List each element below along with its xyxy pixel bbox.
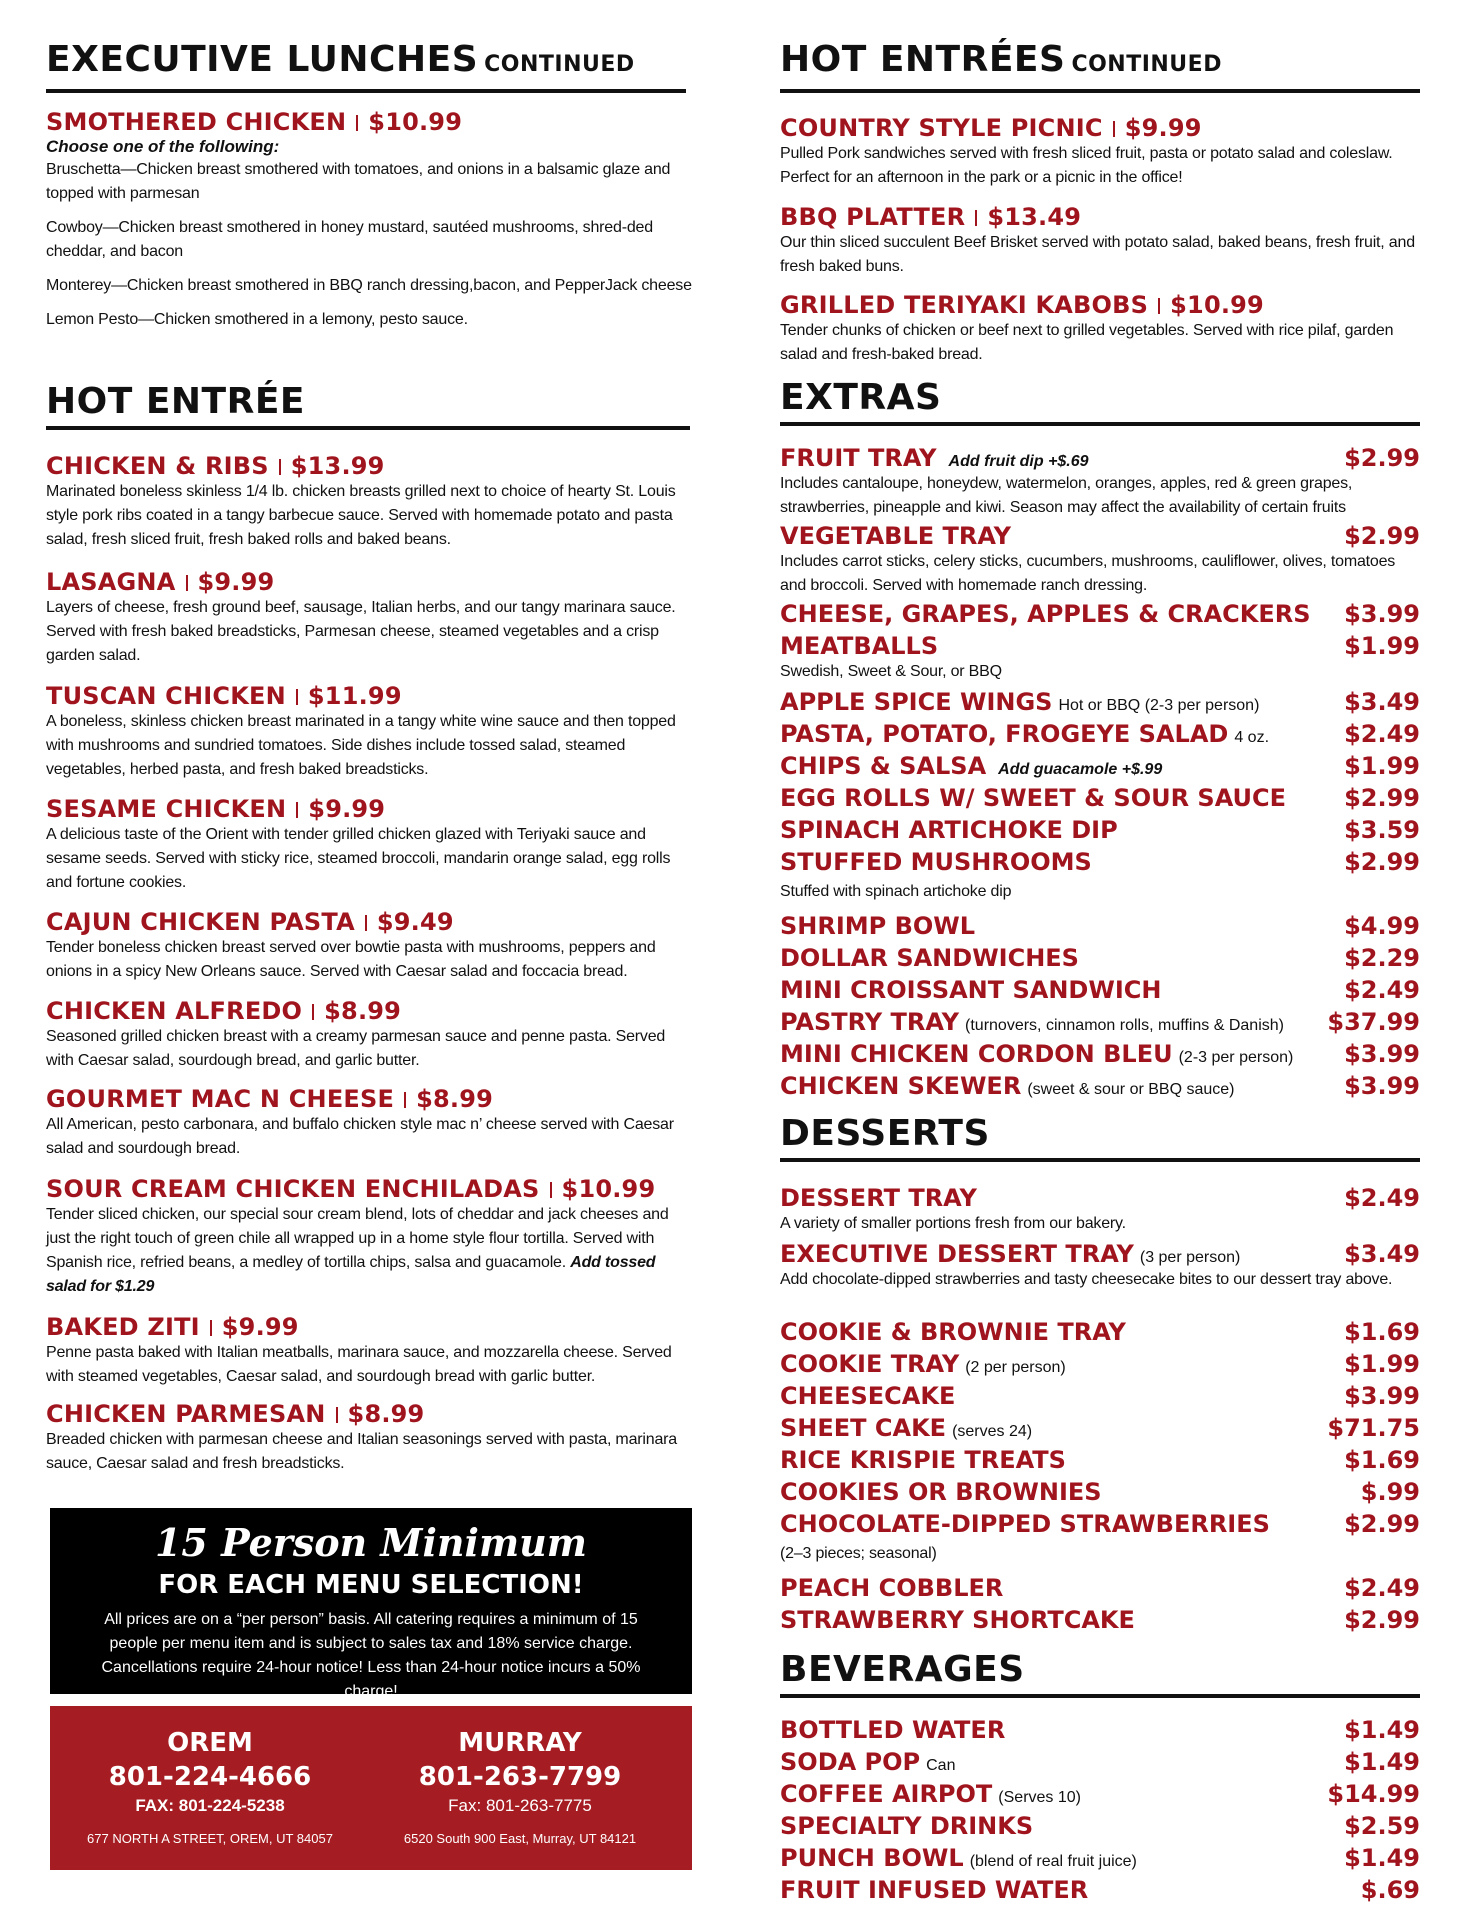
extra-row: [780, 600, 1420, 628]
beverage-row: [780, 1748, 1420, 1776]
section-rule: [780, 89, 1420, 93]
section-heading: EXTRAS: [780, 377, 942, 418]
item-desc: Seasoned grilled chicken breast with a creamy parmesan sauce and penne pasta. Served with Caesar salad, sourdough bread, and garlic butter.: [46, 1028, 666, 1069]
item-price: $13.99: [290, 452, 385, 480]
beverage-row: [780, 1876, 1420, 1904]
item-name: PEACH COBBLER: [780, 1574, 1004, 1602]
section-rule: [46, 89, 686, 93]
item-price: $2.99: [1344, 522, 1420, 550]
item-name: PUNCH BOWL: [780, 1844, 964, 1872]
minimum-subtitle: FOR EACH MENU SELECTION!: [158, 1570, 584, 1600]
item-price: $3.99: [1344, 600, 1420, 628]
item-addon: Add guacamole +$.99: [998, 761, 1163, 778]
item-name: SPECIALTY DRINKS: [780, 1812, 1034, 1840]
item-price: $9.49: [376, 908, 454, 936]
item-name: CHOCOLATE-DIPPED STRAWBERRIES: [780, 1510, 1270, 1538]
item-desc: Swedish, Sweet & Sour, or BBQ: [780, 663, 1002, 680]
extra-row: [780, 784, 1420, 812]
item-price: $71.75: [1327, 1414, 1420, 1442]
item-price: $3.59: [1344, 816, 1420, 844]
item-desc: Layers of cheese, fresh ground beef, sausage, Italian herbs, and our tangy marinara sauce. Served with fresh baked breadsticks, Parmesan cheese, steamed vegetables and a crisp garden salad.: [46, 599, 676, 664]
choose-label: Choose one of the following:: [46, 137, 280, 156]
extra-row: [780, 976, 1420, 1004]
extra-row: [780, 522, 1420, 598]
item-desc: A delicious taste of the Orient with tender grilled chicken glazed with Teriyaki sauce and sesame seeds. Served with sticky rice, steamed broccoli, mandarin orange salad, egg rolls and fortune cookies.: [46, 826, 671, 891]
exec-lunches-header: [46, 40, 692, 93]
extra-row: [780, 444, 1420, 520]
item-desc: Add chocolate-dipped strawberries and tasty cheesecake bites to our dessert tray above.: [780, 1271, 1393, 1288]
dessert-row: [780, 1350, 1420, 1378]
item-name: TUSCAN CHICKEN: [46, 682, 286, 710]
item-name: STRAWBERRY SHORTCAKE: [780, 1606, 1135, 1634]
option-bruschetta: Bruschetta—Chicken breast smothered with tomatoes, and onions in a balsamic glaze and topped with parmesan: [46, 161, 671, 202]
item-note: (sweet & sour or BBQ sauce): [1027, 1081, 1235, 1098]
section-heading: EXECUTIVE LUNCHES: [46, 39, 479, 80]
item-price: $11.99: [307, 682, 402, 710]
item-desc: A variety of smaller portions fresh from our bakery.: [780, 1215, 1126, 1232]
entree-7: [46, 1175, 692, 1299]
item-name: CHICKEN & RIBS: [46, 452, 269, 480]
item-name: MINI CHICKEN CORDON BLEU: [780, 1040, 1173, 1068]
section-heading: HOT ENTRÉE: [46, 381, 306, 422]
item-price: $3.49: [1344, 688, 1420, 716]
item-note: (2-3 per person): [1178, 1049, 1294, 1066]
item-price: $3.49: [1344, 1240, 1420, 1268]
item-name: CHICKEN PARMESAN: [46, 1400, 326, 1428]
item-price: $8.99: [347, 1400, 425, 1428]
entree-9: [46, 1400, 692, 1476]
item-price: $2.29: [1344, 944, 1420, 972]
beverages-header: [780, 1650, 1420, 1698]
item-price: $1.99: [1344, 752, 1420, 780]
item-name: RICE KRISPIE TREATS: [780, 1446, 1066, 1474]
item-price: $1.69: [1344, 1318, 1420, 1346]
item-desc: Our thin sliced succulent Beef Brisket served with potato salad, baked beans, fresh fruit, and fresh baked buns.: [780, 234, 1415, 275]
item-name: SPINACH ARTICHOKE DIP: [780, 816, 1118, 844]
item-name: STUFFED MUSHROOMS: [780, 848, 1092, 876]
item-name: CHIPS & SALSA: [780, 752, 987, 780]
continued-label: CONTINUED: [484, 52, 635, 77]
item-price: $.99: [1360, 1478, 1420, 1506]
location-phone[interactable]: 801-224-4666: [108, 1762, 312, 1792]
item-price: $9.99: [308, 795, 386, 823]
dessert-row: [780, 1414, 1420, 1442]
location-murray: [370, 1726, 670, 1850]
extra-row: [780, 688, 1420, 716]
item-desc: Marinated boneless skinless 1/4 lb. chicken breasts grilled next to choice of hearty St. Louis style pork ribs coated in a tangy barbecue sauce. Served with homemade potato and pasta salad, fresh sliced fruit, fresh baked rolls and baked beans.: [46, 483, 676, 548]
item-name: COOKIE & BROWNIE TRAY: [780, 1318, 1126, 1346]
section-heading: HOT ENTRÉES: [780, 39, 1066, 80]
item-price: $2.49: [1344, 1574, 1420, 1602]
item-price: $2.99: [1344, 848, 1420, 876]
hot-entrees-header: [780, 40, 1420, 93]
dessert-row: [780, 1446, 1420, 1474]
item-price: $1.49: [1344, 1716, 1420, 1744]
item-name: VEGETABLE TRAY: [780, 522, 1011, 550]
item-price: $8.99: [416, 1085, 494, 1113]
entree-2: [46, 682, 692, 782]
location-phone[interactable]: 801-263-7799: [418, 1762, 622, 1792]
item-desc: Includes cantaloupe, honeydew, watermelon, oranges, apples, red & green grapes, strawberries, pineapple and kiwi. Season may affect the availability of certain fruits: [780, 475, 1353, 516]
location-fax: Fax: 801-263-7775: [448, 1796, 592, 1815]
item-name: LASAGNA: [46, 568, 176, 596]
dessert-row: [780, 1478, 1420, 1506]
item-price: $4.99: [1344, 912, 1420, 940]
item-price: $13.49: [987, 203, 1082, 231]
dessert-row: [780, 1240, 1420, 1292]
item-name: CHICKEN SKEWER: [780, 1072, 1022, 1100]
item-name: BAKED ZITI: [46, 1313, 200, 1341]
extra-row: [780, 720, 1420, 748]
dessert-row: [780, 1382, 1420, 1410]
right-entree-0: [780, 114, 1420, 190]
option-lemon-pesto: Lemon Pesto—Chicken smothered in a lemony, pesto sauce.: [46, 311, 468, 328]
extra-row: [780, 848, 1420, 904]
beverage-row: [780, 1844, 1420, 1872]
item-desc: Tender sliced chicken, our special sour cream blend, lots of cheddar and jack cheeses and just the right touch of green chile all wrapped up in a home style flour tortilla. Served with Spanish rice, refried beans, a medley of tortilla chips, salsa and guacamole.: [46, 1206, 669, 1271]
item-price: $14.99: [1327, 1780, 1420, 1808]
location-address: 6520 South 900 East, Murray, UT 84121: [403, 1831, 637, 1846]
item-name: CAJUN CHICKEN PASTA: [46, 908, 355, 936]
item-addon: Add tossed salad for $1.29: [46, 1254, 656, 1295]
item-price: $3.99: [1344, 1040, 1420, 1068]
minimum-notice: [50, 1508, 692, 1700]
section-heading: DESSERTS: [780, 1113, 990, 1154]
smothered-chicken: [46, 108, 692, 332]
item-name: SOUR CREAM CHICKEN ENCHILADAS: [46, 1175, 540, 1203]
location-address: 677 NORTH A STREET, OREM, UT 84057: [87, 1831, 333, 1846]
desserts-header: [780, 1114, 1420, 1162]
item-desc: Includes carrot sticks, celery sticks, cucumbers, mushrooms, cauliflower, olives, tomatoes and broccoli. Served with homemade ranch dressing.: [780, 553, 1396, 594]
item-name: FRUIT INFUSED WATER: [780, 1876, 1089, 1904]
item-note: (Serves 10): [998, 1789, 1081, 1806]
right-entree-1: [780, 203, 1420, 279]
section-heading: BEVERAGES: [780, 1649, 1025, 1690]
item-name: SODA POP: [780, 1748, 921, 1776]
item-price: $2.49: [1344, 720, 1420, 748]
beverage-row: [780, 1716, 1420, 1744]
item-price: $37.99: [1327, 1008, 1420, 1036]
item-desc: Breaded chicken with parmesan cheese and Italian seasonings served with pasta, marinara sauce, Caesar salad and fresh breadsticks.: [46, 1431, 677, 1472]
section-rule: [780, 1694, 1420, 1698]
extra-row: [780, 1072, 1420, 1100]
item-name: PASTRY TRAY: [780, 1008, 960, 1036]
extra-row: [780, 1008, 1420, 1036]
beverage-row: [780, 1812, 1420, 1840]
item-price: $2.99: [1344, 1510, 1420, 1538]
location-city: OREM: [167, 1728, 253, 1758]
dessert-row: [780, 1510, 1420, 1566]
minimum-title: 15 Person Minimum: [154, 1520, 588, 1565]
item-note: Can: [926, 1757, 956, 1774]
item-price: $2.49: [1344, 1184, 1420, 1212]
item-name: CHEESE, GRAPES, APPLES & CRACKERS: [780, 600, 1311, 628]
item-desc: All American, pesto carbonara, and buffalo chicken style mac n’ cheese served with Caesar salad and sourdough bread.: [46, 1116, 674, 1157]
item-price: $2.49: [1344, 976, 1420, 1004]
section-rule: [46, 426, 690, 430]
extra-row: [780, 632, 1420, 684]
item-price: $2.99: [1344, 784, 1420, 812]
continued-label: CONTINUED: [1071, 52, 1222, 77]
item-price: $1.49: [1344, 1748, 1420, 1776]
item-name: COUNTRY STYLE PICNIC: [780, 114, 1103, 142]
item-price: $.69: [1360, 1876, 1420, 1904]
item-price: $2.99: [1344, 444, 1420, 472]
location-orem: [60, 1726, 360, 1850]
entree-3: [46, 795, 692, 895]
item-desc: Stuffed with spinach artichoke dip: [780, 883, 1012, 900]
extra-row: [780, 912, 1420, 940]
item-name: GOURMET MAC N CHEESE: [46, 1085, 395, 1113]
option-cowboy: Cowboy—Chicken breast smothered in honey mustard, sautéed mushrooms, shred-ded cheddar, and bacon: [46, 219, 653, 260]
item-name: EGG ROLLS W/ SWEET & SOUR SAUCE: [780, 784, 1287, 812]
item-name: DESSERT TRAY: [780, 1184, 977, 1212]
item-price: $10.99: [1170, 291, 1264, 319]
location-city: MURRAY: [458, 1728, 582, 1758]
item-price: $2.99: [1344, 1606, 1420, 1634]
item-price: $9.99: [221, 1313, 299, 1341]
dessert-row: [780, 1184, 1420, 1236]
dessert-row: [780, 1606, 1420, 1634]
item-price: $8.99: [324, 997, 402, 1025]
extras-header: [780, 378, 1420, 426]
entree-6: [46, 1085, 692, 1161]
item-name: BOTTLED WATER: [780, 1716, 1006, 1744]
item-name: SHEET CAKE: [780, 1414, 947, 1442]
item-name: APPLE SPICE WINGS: [780, 688, 1053, 716]
item-desc: Pulled Pork sandwiches served with fresh sliced fruit, pasta or potato salad and coleslaw. Perfect for an afternoon in the park or a picnic in the office!: [780, 145, 1393, 186]
item-note: (3 per person): [1139, 1249, 1241, 1266]
item-price: $1.99: [1344, 1350, 1420, 1378]
item-name: EXECUTIVE DESSERT TRAY: [780, 1240, 1134, 1268]
entree-5: [46, 997, 692, 1073]
item-note: (blend of real fruit juice): [969, 1853, 1137, 1870]
item-addon: Add fruit dip +$.69: [948, 453, 1089, 470]
item-name: MINI CROISSANT SANDWICH: [780, 976, 1162, 1004]
extra-row: [780, 1040, 1420, 1068]
section-rule: [780, 422, 1420, 426]
item-price: $1.69: [1344, 1446, 1420, 1474]
item-name: SHRIMP BOWL: [780, 912, 976, 940]
item-name: SMOTHERED CHICKEN: [46, 108, 347, 136]
contact-locations: [50, 1706, 692, 1870]
item-name: PASTA, POTATO, FROGEYE SALAD: [780, 720, 1229, 748]
item-desc: (2–3 pieces; seasonal): [780, 1545, 937, 1562]
item-name: COOKIE TRAY: [780, 1350, 960, 1378]
item-desc: Penne pasta baked with Italian meatballs, marinara sauce, and mozzarella cheese. Served with steamed vegetables, Caesar salad, and sourdough bread with garlic butter.: [46, 1344, 672, 1385]
entree-4: [46, 908, 692, 984]
item-name: DOLLAR SANDWICHES: [780, 944, 1079, 972]
item-price: $3.99: [1344, 1072, 1420, 1100]
item-price: $9.99: [197, 568, 275, 596]
extra-row: [780, 752, 1420, 780]
dessert-row: [780, 1318, 1420, 1346]
location-fax: FAX: 801-224-5238: [135, 1796, 285, 1815]
item-name: SESAME CHICKEN: [46, 795, 287, 823]
item-price: $3.99: [1344, 1382, 1420, 1410]
item-note: (serves 24): [952, 1423, 1033, 1440]
item-name: CHEESECAKE: [780, 1382, 956, 1410]
item-price: $10.99: [561, 1175, 656, 1203]
item-note: Hot or BBQ (2-3 per person): [1058, 697, 1260, 714]
item-name: BBQ PLATTER: [780, 203, 966, 231]
item-price: $10.99: [368, 108, 463, 136]
option-monterey: Monterey—Chicken breast smothered in BBQ ranch dressing,bacon, and PepperJack cheese: [46, 277, 692, 294]
right-entree-2: [780, 291, 1420, 367]
item-desc: Tender chunks of chicken or beef next to grilled vegetables. Served with rice pilaf, garden salad and fresh-baked bread.: [780, 322, 1394, 363]
hot-entree-header: [46, 382, 692, 430]
entree-0: [46, 452, 692, 552]
item-name: COFFEE AIRPOT: [780, 1780, 993, 1808]
item-name: CHICKEN ALFREDO: [46, 997, 303, 1025]
item-price: $2.59: [1344, 1812, 1420, 1840]
dessert-row: [780, 1574, 1420, 1602]
item-price: $1.49: [1344, 1844, 1420, 1872]
item-note: (turnovers, cinnamon rolls, muffins & Danish): [965, 1017, 1284, 1034]
beverage-row: [780, 1780, 1420, 1808]
extra-row: [780, 816, 1420, 844]
item-name: MEATBALLS: [780, 632, 939, 660]
item-desc: Tender boneless chicken breast served over bowtie pasta with mushrooms, peppers and onions in a spicy New Orleans sauce. Served with Caesar salad and foccacia bread.: [46, 939, 656, 980]
item-name: COOKIES OR BROWNIES: [780, 1478, 1102, 1506]
item-price: $1.99: [1344, 632, 1420, 660]
entree-1: [46, 568, 692, 668]
item-note: (2 per person): [965, 1359, 1066, 1376]
minimum-terms: All prices are on a “per person” basis. All catering requires a minimum of 15 people per menu item and is subject to sales tax and 18% service charge. Cancellations require 24-hour notice! Less than 24-hour notice incurs a 50% charge!: [101, 1611, 641, 1700]
extra-row: [780, 944, 1420, 972]
item-note: 4 oz.: [1234, 729, 1270, 746]
entree-8: [46, 1313, 692, 1389]
item-name: GRILLED TERIYAKI KABOBS: [780, 291, 1149, 319]
item-price: $9.99: [1124, 114, 1202, 142]
section-rule: [780, 1158, 1420, 1162]
item-name: FRUIT TRAY: [780, 444, 937, 472]
item-desc: A boneless, skinless chicken breast marinated in a tangy white wine sauce and then topped with mushrooms and sundried tomatoes. Side dishes include tossed salad, steamed vegetables, herbed pasta, and fresh baked breadsticks.: [46, 713, 676, 778]
